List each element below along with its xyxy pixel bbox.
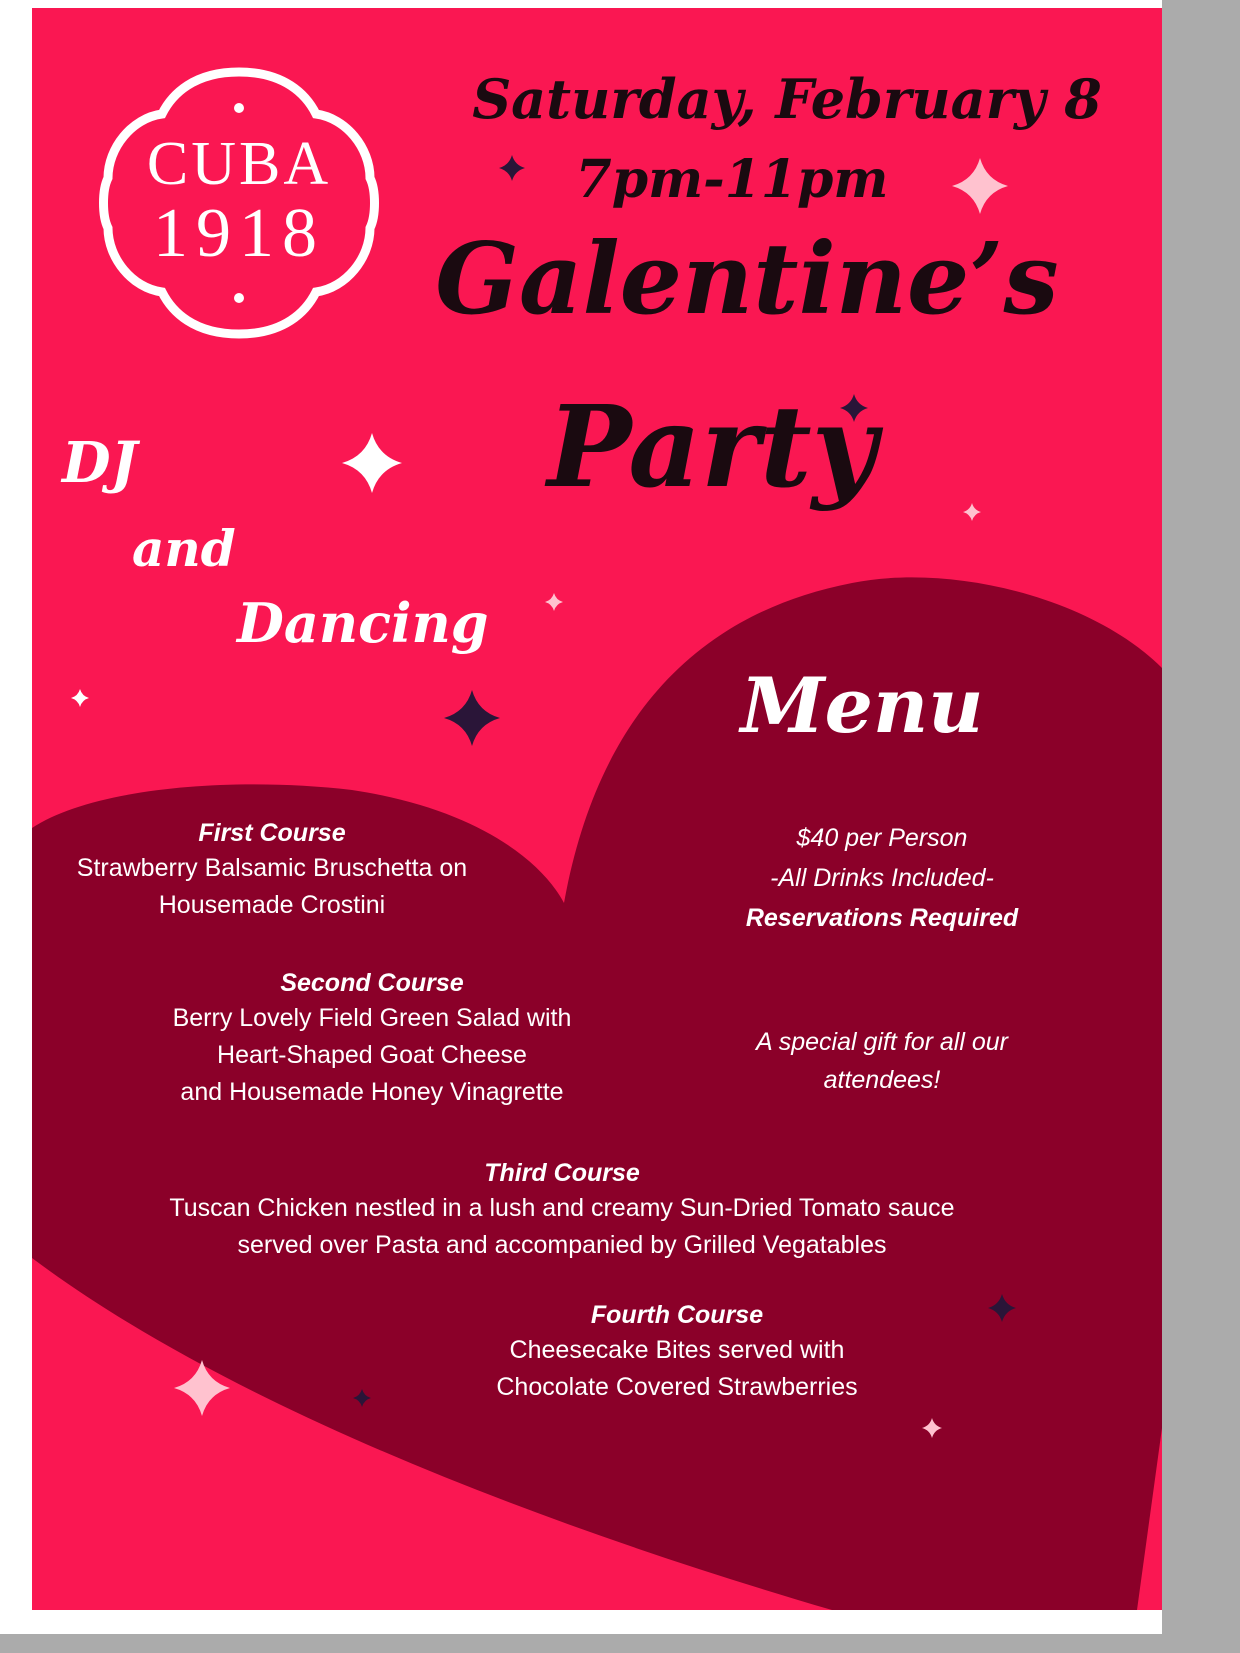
logo-name: CUBA [146, 130, 332, 198]
sparkle-icon [174, 1360, 230, 1416]
sparkle-icon [922, 1418, 942, 1438]
sparkle-icon [353, 1389, 371, 1407]
sparkle-icon [988, 1294, 1016, 1322]
event-title-line1: Galentine’s [435, 222, 1059, 337]
third-course-title: Third Course [484, 1159, 640, 1187]
page-shadow-right [1162, 0, 1240, 1653]
sparkle-icon [545, 593, 563, 611]
and-label: and [132, 519, 236, 578]
page-shadow-bottom [0, 1634, 1240, 1653]
second-course-title: Second Course [280, 969, 464, 997]
first-course [32, 816, 512, 924]
reservations-required: Reservations Required [745, 904, 1019, 932]
fourth-course-description: Cheesecake Bites served with Chocolate Covered Strawberries [496, 1336, 858, 1401]
sparkle-icon [71, 689, 89, 707]
sparkle-icon [499, 155, 525, 181]
third-course [92, 1156, 1032, 1264]
dj-label: DJ [62, 430, 138, 496]
sparkle-icon [444, 690, 500, 746]
drinks-included: -All Drinks Included- [770, 864, 994, 892]
menu-heading: Menu [740, 661, 984, 750]
first-course-title: First Course [198, 819, 346, 847]
event-time: 7pm-11pm [575, 149, 889, 210]
second-course-description: Berry Lovely Field Green Salad with Heart-Shaped Goat Cheese and Housemade Honey Vinagrette [172, 1004, 572, 1106]
sparkle-icon [342, 433, 402, 493]
event-title-line2: Party [547, 382, 877, 513]
sparkle-icon [952, 158, 1008, 214]
price: $40 per Person [796, 824, 968, 852]
fourth-course-title: Fourth Course [590, 1301, 764, 1329]
cuba-1918-logo [94, 58, 384, 348]
flyer [32, 8, 1162, 1610]
first-course-description: Strawberry Balsamic Bruschetta on Housemade Crostini [76, 854, 468, 919]
logo-year: 1918 [153, 195, 325, 272]
second-course [132, 966, 612, 1111]
event-date: Saturday, February 8 [472, 67, 1102, 131]
dancing-label: Dancing [237, 591, 489, 655]
fourth-course [412, 1298, 942, 1406]
sparkle-icon [963, 503, 981, 521]
gift-note: A special gift for all our attendees! [756, 1028, 1008, 1094]
pricing-info [702, 818, 1062, 938]
third-course-description: Tuscan Chicken nestled in a lush and creamy Sun-Dried Tomato sauce served over Pasta and accompanied by Grilled Vegatables [169, 1194, 955, 1259]
